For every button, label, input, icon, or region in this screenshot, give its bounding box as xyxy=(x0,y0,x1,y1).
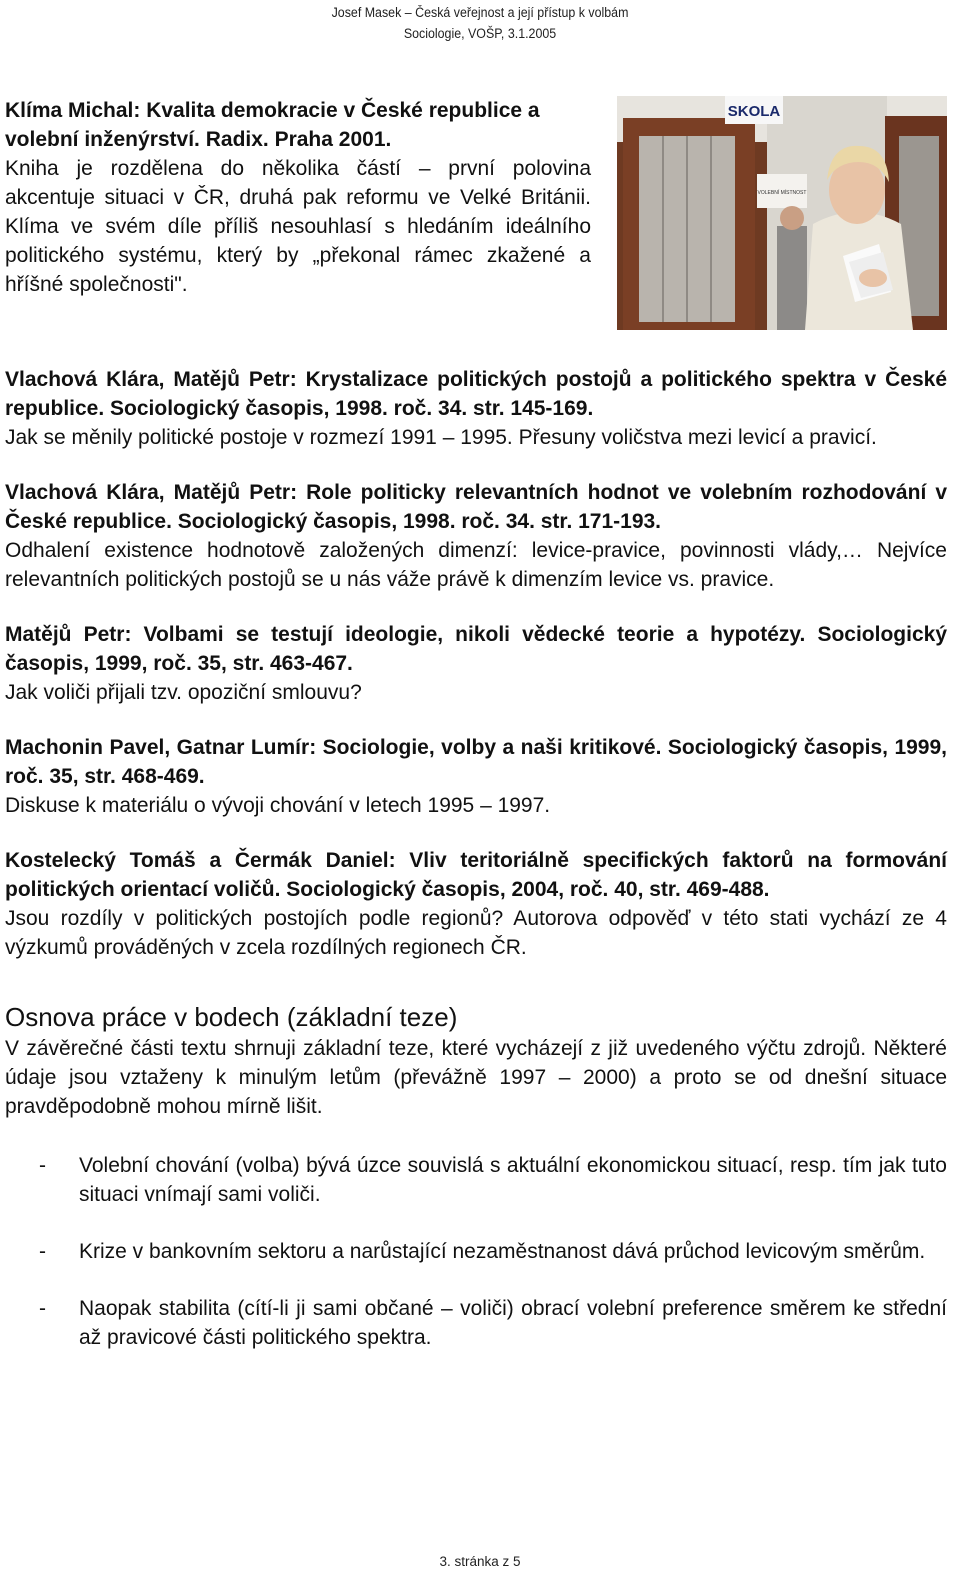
reference-title: Vlachová Klára, Matějů Petr: Role politicky relevantních hodnot ve volebním rozhodování v České republice. Sociologický časopis, 1998. roč. 34. str. 171-193. xyxy=(5,481,947,533)
reference-entry-1 xyxy=(5,365,947,452)
list-dash: - xyxy=(39,1297,46,1320)
list-dash: - xyxy=(39,1154,46,1177)
thesis-text: Krize v bankovním sektoru a narůstající nezaměstnanost dává průchod levicovým směrům. xyxy=(79,1240,926,1263)
page-header xyxy=(38,2,921,44)
reference-title: Klíma Michal: Kvalita demokracie v České republice a volební inženýrství. Radix. Praha 2001. xyxy=(5,99,540,151)
header-course-date: Sociologie, VOŠP, 3.1.2005 xyxy=(403,26,557,41)
reference-title: Matějů Petr: Volbami se testují ideologie, nikoli vědecké teorie a hypotézy. Sociologický časopis, 1999, roč. 35, str. 463-467. xyxy=(5,623,947,675)
thesis-item xyxy=(5,1237,947,1266)
voting-station-photo xyxy=(617,96,947,330)
intro-reference xyxy=(5,96,947,357)
reference-title: Kostelecký Tomáš a Čermák Daniel: Vliv teritoriálně specifických faktorů na formování politických orientací voličů. Sociologický časopis, 2004, roč. 40, str. 469-488. xyxy=(5,849,947,901)
page-footer xyxy=(0,1552,960,1572)
thesis-item xyxy=(5,1294,947,1352)
reference-entry-5 xyxy=(5,846,947,962)
thesis-text: Naopak stabilita (cítí-li ji sami občané – voliči) obrací volební preference směrem ke střední až pravicové části politického spektra. xyxy=(79,1297,947,1349)
section-intro-paragraph: V závěrečné části textu shrnuji základní teze, které vycházejí z již uvedeného výčtu zdrojů. Některé údaje jsou vztaženy k minulým letům (převážně 1997 – 2000) a proto se od dnešní situace pravděpodobně mohou mírně lišit. xyxy=(5,1037,947,1118)
page-number: 3. stránka z 5 xyxy=(439,1554,521,1569)
reference-description: Odhalení existence hodnotově založených dimenzí: levice-pravice, povinnosti vlády,… Nejvíce relevantních politických postojů se u nás váže právě k dimenzím levice vs. pravice. xyxy=(5,539,947,591)
reference-entry-3 xyxy=(5,620,947,707)
thesis-list xyxy=(5,1151,947,1352)
page-content xyxy=(5,96,947,1380)
list-dash: - xyxy=(39,1240,46,1263)
reference-description: Jsou rozdíly v politických postojích podle regionů? Autorova odpověď v této stati vychází ze 4 výzkumů prováděných v zcela rozdílných regionech ČR. xyxy=(5,907,947,959)
reference-entry-2 xyxy=(5,478,947,594)
reference-description: Jak voliči přijali tzv. opoziční smlouvu? xyxy=(5,681,362,704)
header-author-title: Josef Masek – Česká veřejnost a její přístup k volbám xyxy=(331,5,629,20)
reference-description: Jak se měnily politické postoje v rozmezí 1991 – 1995. Přesuny voličstva mezi levicí a pravicí. xyxy=(5,426,877,449)
reference-title: Machonin Pavel, Gatnar Lumír: Sociologie, volby a naši kritikové. Sociologický časopis, 1999, roč. 35, str. 468-469. xyxy=(5,736,947,788)
thesis-text: Volební chování (volba) bývá úzce souvislá s aktuální ekonomickou situací, resp. tím jak tuto situaci vnímají sami voliči. xyxy=(79,1154,947,1206)
section-heading: Osnova práce v bodech (základní teze) xyxy=(5,1002,458,1032)
reference-description: Kniha je rozdělena do několika částí – první polovina akcentuje situaci v ČR, druhá pak reformu ve Velké Británii. Klíma ve svém díle příliš nesouhlasí s hledáním ideálního politického systému, který by „překonal rámec zkažené a hříšné společnosti". xyxy=(5,157,591,296)
reference-title: Vlachová Klára, Matějů Petr: Krystalizace politických postojů a politického spektra v České republice. Sociologický časopis, 1998. roč. 34. str. 145-169. xyxy=(5,368,947,420)
photo-sign-text: SKOLA xyxy=(727,103,781,120)
reference-entry-4 xyxy=(5,733,947,820)
reference-description: Diskuse k materiálu o vývoji chování v letech 1995 – 1997. xyxy=(5,794,551,817)
photo-notice-text: VOLEBNÍ MÍSTNOST xyxy=(757,190,807,196)
intro-text xyxy=(5,96,591,299)
thesis-item xyxy=(5,1151,947,1209)
